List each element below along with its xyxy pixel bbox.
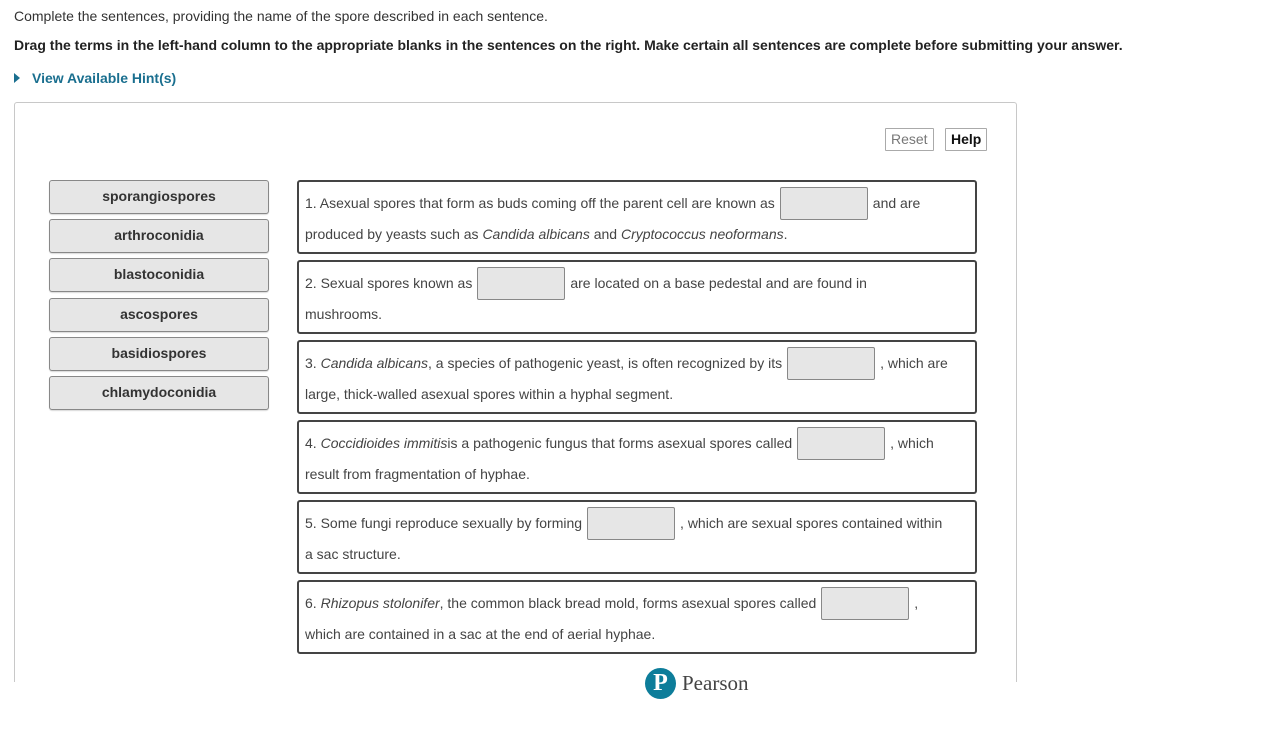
sentence-1-line-1 — [305, 186, 969, 220]
sentence-1-line-2 — [305, 222, 969, 246]
sentence-2-tail: mushrooms. — [305, 306, 383, 322]
term-chip-blastoconidia[interactable]: blastoconidia — [49, 258, 269, 292]
sentence-1-pre: 1. Asexual spores that form as buds coming off the parent cell are known as — [305, 195, 775, 211]
sentence-4-post: , which — [890, 435, 934, 451]
term-chip-ascospores[interactable]: ascospores — [49, 298, 269, 332]
sentence-2-post: are located on a base pedestal and are found in — [570, 275, 867, 291]
sentence-4-tail: result from fragmentation of hyphae. — [305, 466, 530, 482]
sentence-1-text-a: produced by yeasts such as — [305, 226, 479, 242]
sentence-2 — [297, 260, 977, 334]
sentence-1-period: . — [783, 226, 788, 242]
sentence-5-pre: 5. Some fungi reproduce sexually by forming — [305, 515, 583, 531]
pearson-logo — [645, 668, 749, 699]
sentence-2-line-2 — [305, 302, 969, 326]
sentence-2-pre: 2. Sexual spores known as — [305, 275, 473, 291]
sentence-3 — [297, 340, 977, 414]
sentence-5-line-2 — [305, 542, 969, 566]
sentence-6-line-1 — [305, 586, 969, 620]
sentence-6-pre: , the common black bread mold, forms asexual spores called — [439, 595, 817, 611]
term-chip-basidiospores[interactable]: basidiospores — [49, 337, 269, 371]
sentence-1 — [297, 180, 977, 254]
term-chip-sporangiospores[interactable]: sporangiospores — [49, 180, 269, 214]
reset-button[interactable]: Reset — [885, 128, 934, 151]
sentence-5-tail: a sac structure. — [305, 546, 401, 562]
hint-label: View Available Hint(s) — [32, 70, 177, 86]
sentence-6 — [297, 580, 977, 654]
sentence-1-text-b: and — [593, 226, 618, 242]
sentence-5 — [297, 500, 977, 574]
sentence-1-species-a: Candida albicans — [482, 226, 590, 242]
sentence-2-line-1 — [305, 266, 969, 300]
sentence-3-post: , which are — [880, 355, 948, 371]
sentence-4-pre: is a pathogenic fungus that forms asexual spores called — [447, 435, 793, 451]
sentence-1-species-b: Cryptococcus neoformans — [620, 226, 784, 242]
sentence-3-pre: , a species of pathogenic yeast, is often recognized by its — [427, 355, 783, 371]
sentence-6-post: , — [914, 595, 919, 611]
pearson-wordmark: Pearson — [682, 671, 749, 695]
drop-target-1[interactable] — [780, 187, 868, 220]
pearson-p-icon: P — [645, 668, 676, 699]
sentence-5-line-1 — [305, 506, 969, 540]
term-chip-arthroconidia[interactable]: arthroconidia — [49, 219, 269, 253]
sentence-4 — [297, 420, 977, 494]
caret-right-icon — [14, 73, 20, 83]
sentence-3-line-1 — [305, 346, 969, 380]
sentence-3-tail: large, thick-walled asexual spores within a hyphal segment. — [305, 386, 674, 402]
help-button[interactable]: Help — [945, 128, 987, 151]
sentence-4-species: Coccidioides immitis — [320, 435, 448, 451]
sentence-6-number: 6. — [305, 595, 317, 611]
intro-text: Complete the sentences, providing the name of the spore described in each sentence. — [14, 8, 548, 24]
sentence-6-species: Rhizopus stolonifer — [320, 595, 440, 611]
term-chip-chlamydoconidia[interactable]: chlamydoconidia — [49, 376, 269, 410]
sentence-3-species: Candida albicans — [320, 355, 428, 371]
hint-toggle[interactable] — [14, 70, 176, 86]
sentence-3-number: 3. — [305, 355, 317, 371]
activity-panel — [14, 102, 1017, 682]
drop-target-4[interactable] — [797, 427, 885, 460]
drop-target-5[interactable] — [587, 507, 675, 540]
sentence-6-tail: which are contained in a sac at the end of aerial hyphae. — [305, 626, 656, 642]
sentence-5-post: , which are sexual spores contained within — [680, 515, 943, 531]
instructions-text: Drag the terms in the left-hand column to the appropriate blanks in the sentences on the right. Make certain all sentences are complete before submitting your answer. — [14, 37, 1123, 53]
sentence-4-number: 4. — [305, 435, 317, 451]
sentence-4-line-2 — [305, 462, 969, 486]
sentence-6-line-2 — [305, 622, 969, 646]
sentence-3-line-2 — [305, 382, 969, 406]
drop-target-3[interactable] — [787, 347, 875, 380]
drop-target-2[interactable] — [477, 267, 565, 300]
sentence-4-line-1 — [305, 426, 969, 460]
sentence-1-post: and are — [872, 195, 921, 211]
drop-target-6[interactable] — [821, 587, 909, 620]
